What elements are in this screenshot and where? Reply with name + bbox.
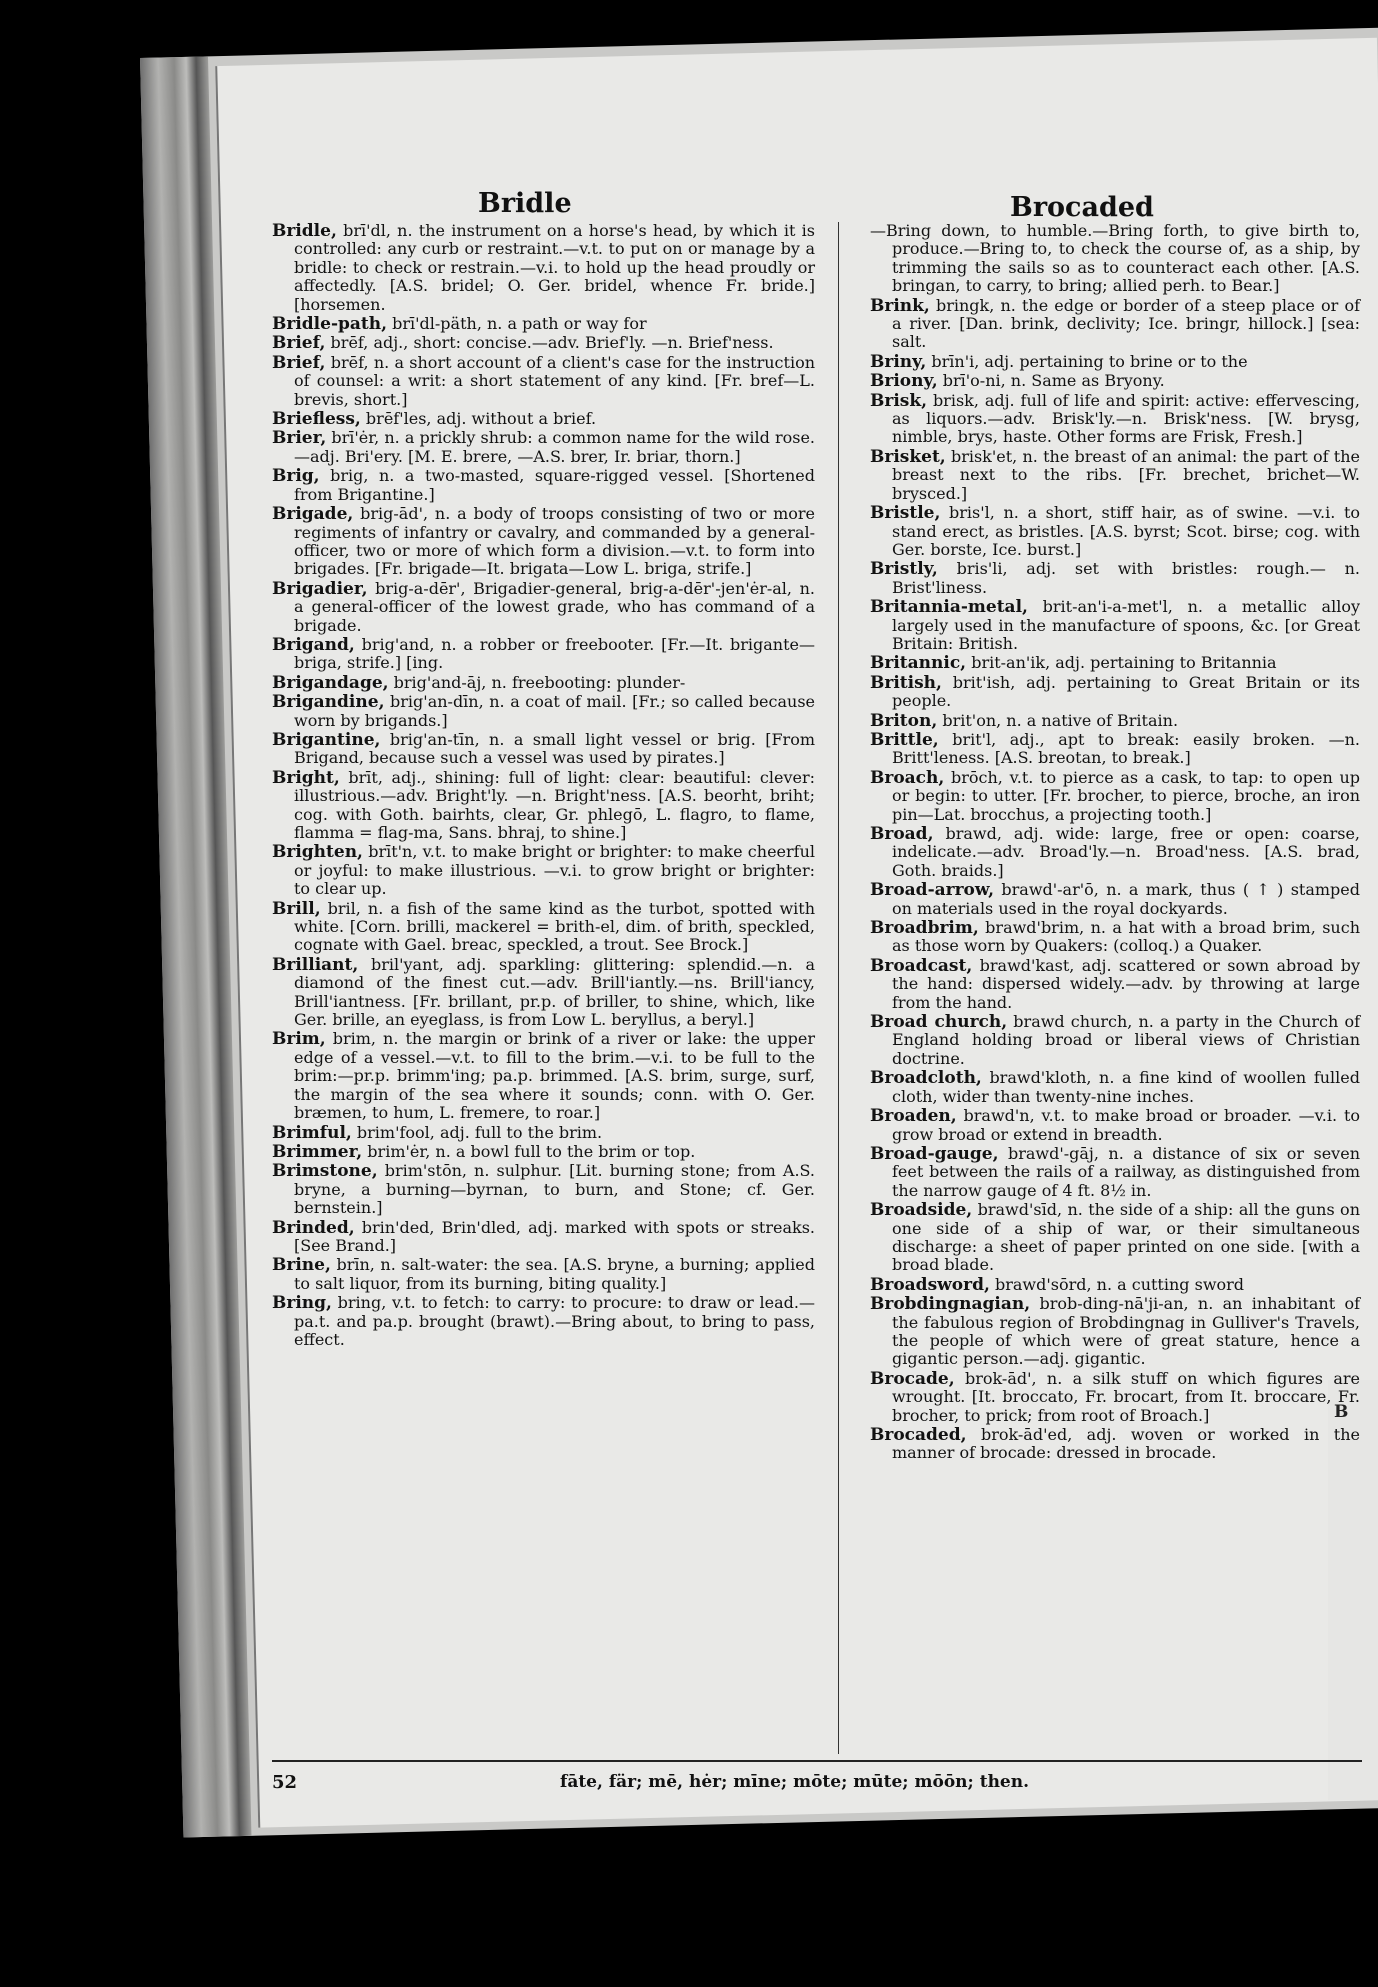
entry-headword: Bristle,: [870, 503, 941, 524]
entry-headword: Brill,: [272, 898, 321, 919]
dictionary-entry: [272, 843, 815, 898]
dictionary-entry: [272, 334, 815, 352]
dictionary-entry: [272, 222, 815, 314]
entry-definition: brim'stōn, n. sulphur. [Lit. burning stone; from A.S. bryne, a burning—byrnan, to burn, and Stone; cf. Ger. bernstein.]: [294, 1161, 815, 1218]
entry-headword: Brine,: [272, 1255, 331, 1276]
footer-rule: [272, 1760, 1362, 1762]
dictionary-entry: [272, 580, 815, 635]
entry-definition: brin'ded, Brin'dled, adj. marked with spots or streaks. [See Brand.]: [294, 1217, 815, 1255]
dictionary-entry: [272, 429, 815, 466]
dictionary-entry: [870, 297, 1360, 352]
entry-headword: Broadside,: [870, 1200, 973, 1221]
entry-headword: Brighten,: [272, 842, 363, 863]
entry-definition: bringk, n. the edge or border of a steep place or of a river. [Dan. brink, declivity; Ice. bringr, hillock.] [sea: salt.: [892, 295, 1360, 352]
entry-headword: Brimful,: [272, 1122, 352, 1143]
dictionary-entry: [870, 392, 1360, 447]
entry-definition: brī'dl, n. the instrument on a horse's head, by which it is controlled: any curb or restraint.—v.t. to put on or manage by a bridle: to check or restrain.—v.i. to hold up the head proudly or affectedly. [A.S. bridel; O. Ger. bridel, whence Fr. bride.] [horsemen.: [294, 221, 815, 314]
entry-headword: Brocaded,: [870, 1425, 967, 1445]
entry-headword: Broach,: [870, 767, 945, 788]
entry-definition: brit'ish, adj. pertaining to Great Britain or its people.: [892, 672, 1360, 711]
entry-definition: brig-ād', n. a body of troops consisting of two or more regiments of infantry or cavalry, and commanded by a general-officer, two or more of which form a division.—v.t. to form into brigades. [Fr. brigade—It. brigata—Low L. briga, strife.]: [294, 504, 815, 579]
entry-headword: Briny,: [870, 351, 927, 372]
dictionary-entry: [870, 560, 1360, 597]
entry-headword: Broadcloth,: [870, 1068, 982, 1089]
dictionary-entry: [870, 1295, 1360, 1369]
entry-definition: brit'on, n. a native of Britain.: [937, 710, 1179, 730]
entry-definition: brī'ėr, n. a prickly shrub: a common name for the wild rose.—adj. Bri'ery. [M. E. brere, —A.S. brer, Ir. briar, thorn.]: [294, 428, 815, 466]
entry-headword: Brigandage,: [272, 672, 389, 693]
entry-headword: Brigantine,: [272, 729, 381, 750]
dictionary-entry: [272, 315, 815, 333]
entry-headword: Britannic,: [870, 653, 967, 674]
entry-definition: brim, n. the margin or brink of a river or lake: the upper edge of a vessel.—v.t. to fill to the brim.—v.i. to be full to the brim:—pr.p. brimm'ing; pa.p. brimmed. [A.S. brim, surge, surf, the margin of the sea where it sounds; conn. with O. Ger. bræmen, to hum, L. fremere, to roar.]: [294, 1029, 815, 1123]
entry-definition: brī'dl-päth, n. a path or way for: [387, 314, 647, 334]
entry-headword: Broaden,: [870, 1106, 957, 1127]
entry-definition: brawd church, n. a party in the Church of England holding broad or liberal views of Christian doctrine.: [892, 1012, 1360, 1068]
dictionary-entry: [272, 1294, 815, 1349]
dictionary-entry: [870, 881, 1360, 918]
dictionary-entry: [870, 957, 1360, 1012]
entry-definition: bring, v.t. to fetch: to carry: to procure: to draw or lead.—pa.t. and pa.p. brought (brawt).—Bring about, to bring to pass, effect.: [294, 1293, 815, 1349]
entry-definition: brī'o-ni, n. Same as Bryony.: [937, 371, 1165, 391]
entry-headword: Broad church,: [870, 1012, 1008, 1033]
entry-headword: Brisk,: [870, 390, 928, 411]
entry-definition: brok-ād'ed, adj. woven or worked in the manner of brocade: dressed in brocade.: [892, 1425, 1360, 1463]
entry-headword: Brief,: [272, 333, 326, 354]
entry-headword: Broadsword,: [870, 1274, 990, 1295]
dictionary-entry: [272, 769, 815, 843]
entry-definition: brīn'i, adj. pertaining to brine or to the: [926, 351, 1248, 371]
dictionary-entry: [870, 1370, 1360, 1425]
entry-definition: bril'yant, adj. sparkling: glittering: splendid.—n. a diamond of the finest cut.—adv. Brill'iantly.—ns. Brill'iancy, Brill'iantness. [Fr. brillant, pr.p. of briller, to shine, which, like Ger. brille, an eyeglass, is from Low L. beryllus, a beryl.]: [294, 954, 815, 1030]
entry-headword: Broadcast,: [870, 955, 973, 976]
dictionary-entry: [272, 1256, 815, 1293]
dictionary-entry: [870, 1426, 1360, 1463]
entry-definition: brīn, n. salt-water: the sea. [A.S. bryne, a burning; applied to salt liquor, from its burning, biting quality.]: [294, 1255, 815, 1293]
dictionary-entry: [870, 448, 1360, 503]
dictionary-entry: [272, 467, 815, 504]
entry-definition: brim'ėr, n. a bowl full to the brim or top.: [362, 1141, 696, 1161]
dictionary-entry: [272, 1124, 815, 1142]
entry-headword: Briony,: [870, 371, 938, 392]
entry-headword: Brier,: [272, 428, 327, 449]
entry-headword: Brim,: [272, 1029, 326, 1050]
entry-headword: British,: [870, 672, 942, 693]
dictionary-entry: [272, 731, 815, 768]
dictionary-entry: [272, 900, 815, 955]
dictionary-entry: [870, 654, 1360, 672]
left-column: [272, 222, 815, 1350]
entry-definition: bris'li, adj. set with bristles: rough.— n. Brist'liness.: [892, 559, 1360, 597]
entry-definition: brig'and-āj, n. freebooting: plunder-: [388, 672, 686, 692]
right-running-head: Brocaded: [1010, 192, 1154, 223]
entry-definition: brig-a-dēr', Brigadier-general, brig-a-dēr'-jen'ėr-al, n. a general-officer of the lowest grade, who has command of a brigade.: [294, 578, 815, 635]
entry-headword: Briefless,: [272, 409, 361, 430]
entry-headword: Briton,: [870, 710, 938, 731]
entry-headword: Brigadier,: [272, 578, 368, 599]
entry-headword: Brink,: [870, 295, 930, 316]
entry-headword: Brigandine,: [272, 692, 385, 713]
entry-definition: —Bring down, to humble.—Bring forth, to give birth to, produce.—Bring to, to check the course of, as a ship, by trimming the sails so as to counteract each other. [A.S. bringan, to carry, to bring; allied perh. to Bear.]: [870, 221, 1360, 296]
dictionary-entry: [272, 636, 815, 673]
dictionary-entry: [272, 1162, 815, 1217]
entry-definition: brit-an'ik, adj. pertaining to Britannia: [966, 653, 1277, 673]
entry-headword: Broadbrim,: [870, 918, 979, 939]
entry-definition: brawd'-gāj, n. a distance of six or seven feet between the rails of a railway, as distinguished from the narrow gauge of 4 ft. 8½ in.: [892, 1143, 1360, 1200]
entry-definition: brawd'brim, n. a hat with a broad brim, such as those worn by Quakers: (colloq.) a Quaker.: [892, 918, 1360, 956]
entry-headword: Broad-arrow,: [870, 880, 995, 901]
right-column: [870, 222, 1360, 1464]
entry-definition: brim'fool, adj. full to the brim.: [351, 1122, 603, 1142]
dictionary-entry: [870, 1276, 1360, 1294]
dictionary-entry: [870, 1201, 1360, 1275]
dictionary-entry: [272, 505, 815, 579]
page-number: 52: [272, 1772, 298, 1793]
entry-headword: Brimmer,: [272, 1141, 363, 1162]
entry-headword: Broad-gauge,: [870, 1143, 999, 1164]
entry-definition: bril, n. a fish of the same kind as the turbot, spotted with white. [Corn. brilli, mackerel = brith-el, dim. of brith, speckled, cognate with Gael. breac, speckled, a trout. See Brock.]: [294, 898, 815, 955]
column-divider: [838, 222, 839, 1754]
entry-headword: Brimstone,: [272, 1161, 378, 1182]
dictionary-entry: [870, 919, 1360, 956]
entry-definition: brēf, adj., short: concise.—adv. Brief'ly. —n. Brief'ness.: [325, 333, 774, 353]
entry-definition: brōch, v.t. to pierce as a cask, to tap: to open up or begin: to utter. [Fr. brocher, to pierce, broche, an iron pin—Lat. brocchus, a projecting tooth.]: [892, 767, 1360, 824]
dictionary-entry: [870, 598, 1360, 653]
entry-definition: brisk, adj. full of life and spirit: active: effervescing, as liquors.—adv. Brisk'ly.—n. Brisk'ness. [W. brysg, nimble, brys, haste. Other forms are Frisk, Fresh.]: [892, 390, 1360, 447]
dictionary-entry: [870, 731, 1360, 768]
entry-headword: Brisket,: [870, 446, 946, 467]
entry-definition: brit-an'i-a-met'l, n. a metallic alloy largely used in the manufacture of spoons, &c. [or Great Britain: British.: [892, 597, 1360, 653]
entry-headword: Bright,: [272, 767, 340, 788]
dictionary-entry: [272, 410, 815, 428]
entry-definition: brawd'-ar'ō, n. a mark, thus ( ↑ ) stamped on materials used in the royal dockyards.: [892, 880, 1360, 918]
entry-definition: brīt'n, v.t. to make bright or brighter: to make cheerful or joyful: to make illustrious. —v.i. to grow bright or brighter: to clear up.: [294, 842, 815, 899]
dictionary-entry: [870, 1013, 1360, 1068]
entry-definition: brawd'n, v.t. to make broad or broader. —v.i. to grow broad or extend in breadth.: [892, 1106, 1360, 1144]
dictionary-entry: [870, 372, 1360, 390]
dictionary-entry: [272, 1143, 815, 1161]
dictionary-entry: [870, 222, 1360, 296]
entry-headword: Brigand,: [272, 634, 355, 655]
dictionary-entry: [272, 956, 815, 1030]
pronunciation-key: fāte, fär; mē, hėr; mīne; mōte; mūte; mōōn; then.: [560, 1772, 1030, 1792]
entry-headword: Brilliant,: [272, 954, 359, 975]
dictionary-entry: [870, 353, 1360, 371]
dictionary-entry: [870, 769, 1360, 824]
left-running-head: Bridle: [478, 188, 572, 219]
entry-definition: brig'an-tīn, n. a small light vessel or brig. [From Brigand, because such a vessel was used by pirates.]: [294, 729, 815, 768]
dictionary-entry: [272, 1219, 815, 1256]
dictionary-entry: [870, 1069, 1360, 1106]
dictionary-entry: [870, 1107, 1360, 1144]
entry-headword: Bring,: [272, 1293, 332, 1314]
entry-definition: brēf'les, adj. without a brief.: [360, 409, 597, 429]
entry-headword: Bridle-path,: [272, 314, 388, 335]
entry-definition: brēf, n. a short account of a client's case for the instruction of counsel: a writ: a short statement of any kind. [Fr. bref—L. brevis, short.]: [294, 352, 815, 409]
entry-headword: Britannia-metal,: [870, 597, 1028, 618]
dictionary-entry: [870, 504, 1360, 559]
dictionary-entry: [272, 354, 815, 409]
entry-definition: brawd, adj. wide: large, free or open: coarse, indelicate.—adv. Broad'ly.—n. Broad'ness. [A.S. brad, Goth. braids.]: [892, 824, 1360, 880]
entry-definition: brawd'sōrd, n. a cutting sword: [989, 1274, 1245, 1294]
entry-headword: Brief,: [272, 352, 326, 373]
entry-definition: brig'an-dīn, n. a coat of mail. [Fr.; so called because worn by brigands.]: [294, 692, 815, 730]
dictionary-entry: [272, 674, 815, 692]
entry-headword: Brinded,: [272, 1217, 355, 1238]
dictionary-entry: [870, 674, 1360, 711]
entry-headword: Brittle,: [870, 729, 939, 750]
dictionary-entry: [870, 1145, 1360, 1200]
entry-headword: Brig,: [272, 466, 320, 487]
entry-definition: brisk'et, n. the breast of an animal: the part of the breast next to the ribs. [Fr. brechet, brichet—W. brysced.]: [892, 446, 1360, 503]
entry-definition: brawd'kloth, n. a fine kind of woollen fulled cloth, wider than twenty-nine inches.: [892, 1068, 1360, 1106]
entry-headword: Bridle,: [272, 221, 337, 241]
entry-definition: brit'l, adj., apt to break: easily broken. —n. Britt'leness. [A.S. breotan, to break.]: [892, 729, 1360, 768]
entry-definition: brig, n. a two-masted, square-rigged vessel. [Shortened from Brigantine.]: [294, 466, 815, 504]
entry-headword: Brobdingnagian,: [870, 1294, 1031, 1315]
entry-definition: brig'and, n. a robber or freebooter. [Fr.—It. brigante—briga, strife.] [ing.: [294, 634, 815, 673]
entry-definition: brawd'sīd, n. the side of a ship: all the guns on one side of a ship of war, or their simultaneous discharge: a sheet of paper printed on one side. [with a broad blade.: [892, 1200, 1360, 1275]
dictionary-entry: [272, 693, 815, 730]
dictionary-entry: [870, 712, 1360, 730]
entry-definition: brob-ding-nā'ji-an, n. an inhabitant of the fabulous region of Brobdingnag in Gulliver's Travels, the people of which were of great stature, hence a gigantic person.—adj. gigantic.: [892, 1294, 1360, 1369]
dictionary-entry: [272, 1030, 815, 1122]
entry-headword: Bristly,: [870, 559, 938, 580]
entry-definition: brawd'kast, adj. scattered or sown abroad by the hand: dispersed widely.—adv. by throwing at large from the hand.: [892, 955, 1360, 1012]
entry-definition: brok-ād', n. a silk stuff on which figures are wrought. [It. broccato, Fr. brocart, from It. broccare, Fr. brocher, to prick; from root of Broach.]: [892, 1368, 1360, 1425]
entry-definition: bris'l, n. a short, stiff hair, as of swine. —v.i. to stand erect, as bristles. [A.S. byrst; Scot. birse; cog. with Ger. borste, Ice. burst.]: [892, 503, 1360, 559]
entry-definition: brīt, adj., shining: full of light: clear: beautiful: clever: illustrious.—adv. Bright'ly. —n. Bright'ness. [A.S. beorht, briht; cog. with Goth. bairhts, clear, Gr. phlegō, L. flagro, to flame, flamma = flag-ma, Sans. bhraj, to shine.]: [294, 767, 815, 842]
entry-headword: Brigade,: [272, 504, 354, 525]
dictionary-entry: [870, 825, 1360, 880]
entry-headword: Brocade,: [870, 1368, 955, 1389]
adjacent-page-letter: B: [1334, 1402, 1349, 1422]
entry-headword: Broad,: [870, 824, 934, 844]
